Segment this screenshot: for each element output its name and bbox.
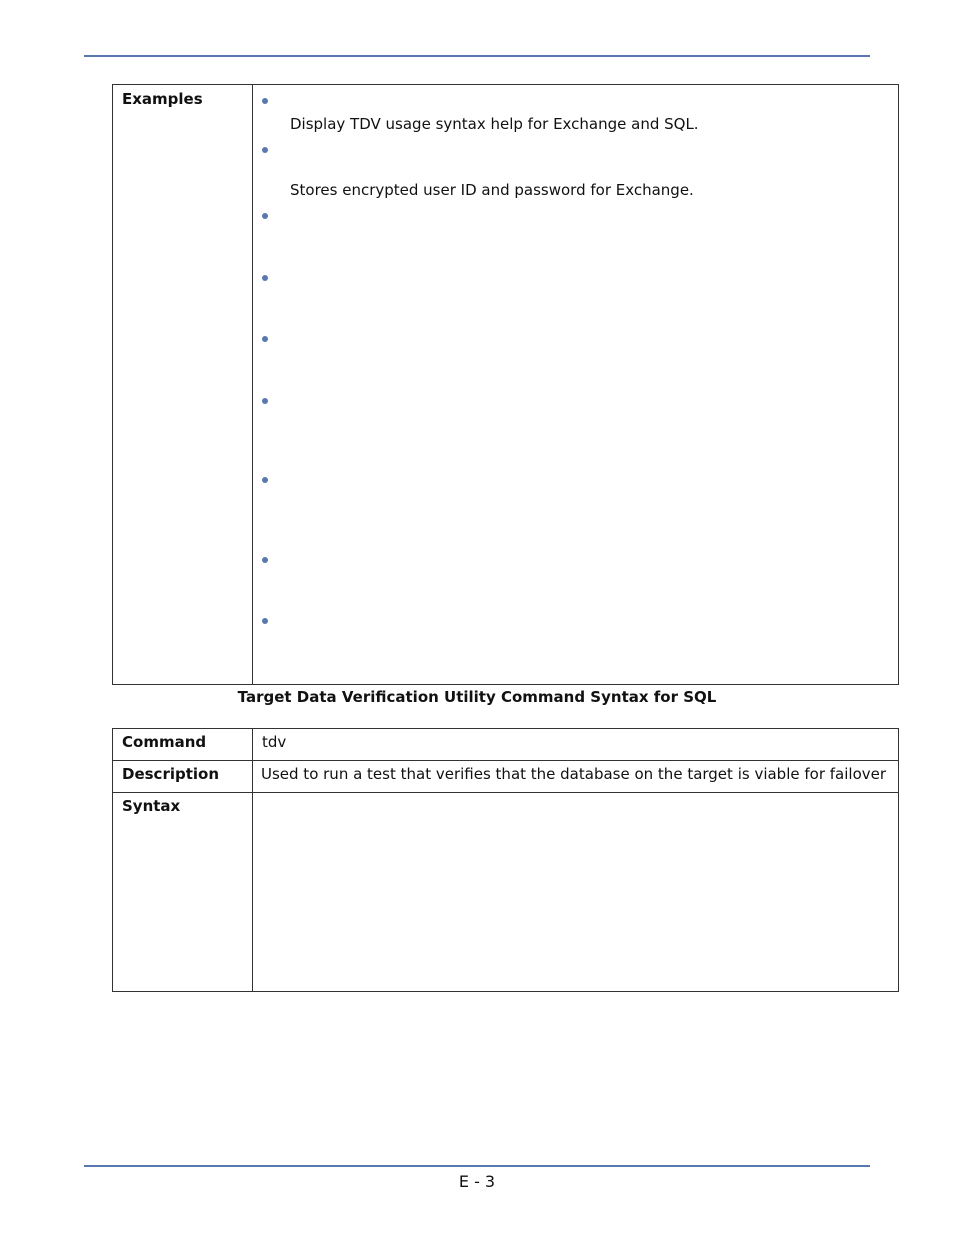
table-row	[113, 793, 899, 992]
table-row	[113, 729, 899, 761]
bullet-icon	[262, 618, 268, 624]
page-number: E - 3	[458, 1172, 496, 1191]
header-rule	[84, 55, 870, 57]
examples-table	[112, 84, 899, 685]
bullet-icon	[262, 213, 268, 219]
example-item-2: Stores encrypted user ID and password for Exchange.	[290, 181, 694, 199]
description-value: Used to run a test that verifies that the database on the target is viable for failover	[253, 761, 899, 793]
footer-rule	[84, 1165, 870, 1167]
syntax-value	[253, 793, 899, 992]
command-label: Command	[113, 729, 253, 761]
command-syntax-table	[112, 728, 899, 992]
table-row	[113, 761, 899, 793]
bullet-icon	[262, 557, 268, 563]
bullet-icon	[262, 98, 268, 104]
bullet-icon	[262, 398, 268, 404]
bullet-icon	[262, 477, 268, 483]
command-value: tdv	[253, 729, 899, 761]
examples-label: Examples	[113, 85, 253, 685]
examples-cell	[253, 85, 899, 685]
syntax-label: Syntax	[113, 793, 253, 992]
description-label: Description	[113, 761, 253, 793]
bullet-icon	[262, 275, 268, 281]
bullet-icon	[262, 336, 268, 342]
bullet-icon	[262, 147, 268, 153]
examples-list	[253, 85, 898, 675]
table-caption: Target Data Verification Utility Command Syntax for SQL	[237, 688, 717, 706]
example-item-1: Display TDV usage syntax help for Exchange and SQL.	[290, 115, 699, 133]
